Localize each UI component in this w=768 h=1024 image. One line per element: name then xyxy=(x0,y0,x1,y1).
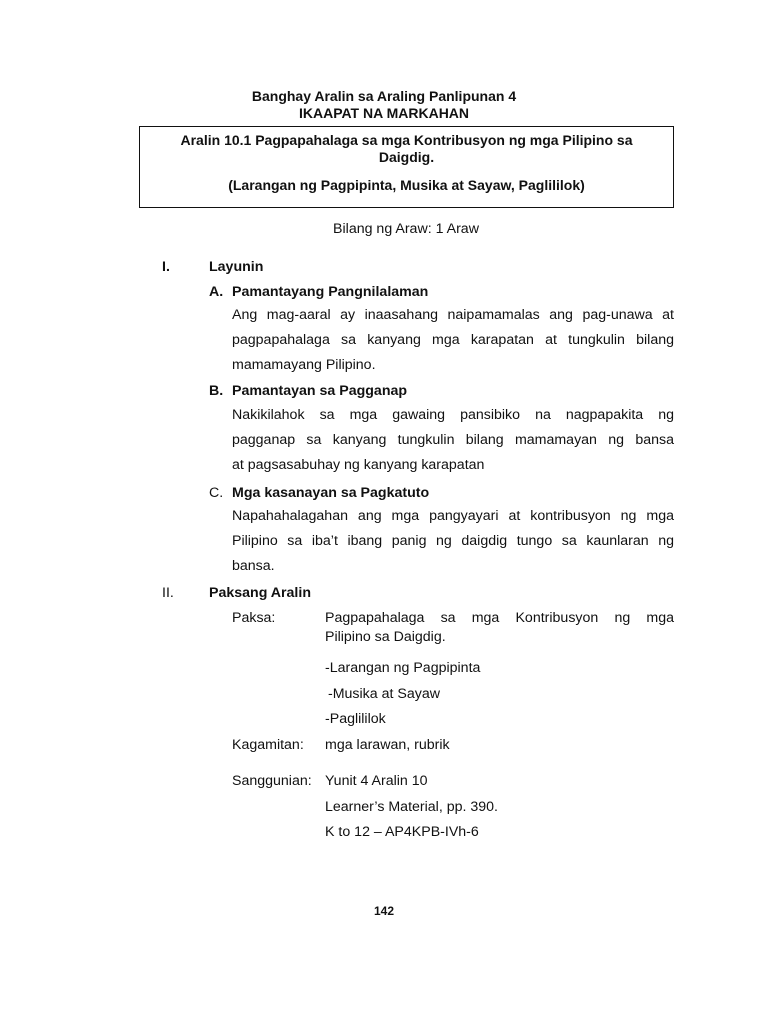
field-painting: -Larangan ng Pagpipinta xyxy=(325,660,481,676)
paragraph-line: pagpapahalaga sa kanyang mga karapatan at tungkulin bilang xyxy=(232,332,674,348)
subsection-a-title: Pamantayang Pangnilalaman xyxy=(232,284,429,300)
field-sculpture: -Paglililok xyxy=(325,711,386,727)
paragraph-line: pagganap sa kanyang tungkulin bilang mamamayan ng bansa xyxy=(232,432,674,448)
document-title: Banghay Aralin sa Araling Panlipunan 4 xyxy=(251,88,517,104)
number-of-days: Bilang ng Araw: 1 Araw xyxy=(333,221,479,237)
section-i-numeral: I. xyxy=(162,259,170,275)
paragraph-line: Nakikilahok sa mga gawaing pansibiko na nagpapakita ng xyxy=(232,407,674,423)
sanggunian-line-3: K to 12 – AP4KPB-IVh-6 xyxy=(325,824,479,840)
paragraph-line: mamamayang Pilipino. xyxy=(232,357,376,373)
section-ii-numeral: II. xyxy=(162,585,174,601)
field-music-dance: -Musika at Sayaw xyxy=(328,686,440,702)
subsection-b-letter: B. xyxy=(209,383,224,399)
section-i-title: Layunin xyxy=(209,259,264,275)
sanggunian-label: Sanggunian: xyxy=(232,773,312,789)
kagamitan-value: mga larawan, rubrik xyxy=(325,737,450,753)
lesson-title-line-1: Aralin 10.1 Pagpapahalaga sa mga Kontribusyon ng mga Pilipino sa xyxy=(180,132,633,148)
lesson-title-line-2: Daigdig. xyxy=(378,149,435,165)
paksa-line: Pagpapahalaga sa mga Kontribusyon ng mga xyxy=(325,610,674,626)
paragraph-line: Ang mag-aaral ay inaasahang naipamamalas ang pag-unawa at xyxy=(232,307,674,323)
subsection-b-title: Pamantayan sa Pagganap xyxy=(232,383,408,399)
page-number: 142 xyxy=(373,904,395,918)
section-ii-title: Paksang Aralin xyxy=(209,585,311,601)
kagamitan-label: Kagamitan: xyxy=(232,737,304,753)
paksa-label: Paksa: xyxy=(232,610,276,626)
sanggunian-line-1: Yunit 4 Aralin 10 xyxy=(325,773,428,789)
paragraph-line: bansa. xyxy=(232,558,275,574)
subsection-a-letter: A. xyxy=(209,284,224,300)
subsection-c-title: Mga kasanayan sa Pagkatuto xyxy=(232,485,430,501)
paragraph-line: Napahahalagahan ang mga pangyayari at kontribusyon ng mga xyxy=(232,508,674,524)
subsection-b-text xyxy=(232,403,674,478)
subsection-c-text xyxy=(232,504,674,579)
paragraph-line: at pagsasabuhay ng kanyang karapatan xyxy=(232,457,485,473)
quarter-heading: IKAAPAT NA MARKAHAN xyxy=(298,105,470,121)
lesson-subtitle: (Larangan ng Pagpipinta, Musika at Sayaw, Paglililok) xyxy=(228,177,585,193)
sanggunian-line-2: Learner’s Material, pp. 390. xyxy=(325,799,498,815)
subsection-c-letter: C. xyxy=(209,485,224,501)
paragraph-line: Pilipino sa iba’t ibang panig ng daigdig tungo sa kaunlaran ng xyxy=(232,533,674,549)
paksa-line: Pilipino sa Daigdig. xyxy=(325,629,446,645)
paksa-value xyxy=(325,609,674,647)
lesson-title-box xyxy=(139,126,674,208)
subsection-a-text xyxy=(232,303,674,378)
